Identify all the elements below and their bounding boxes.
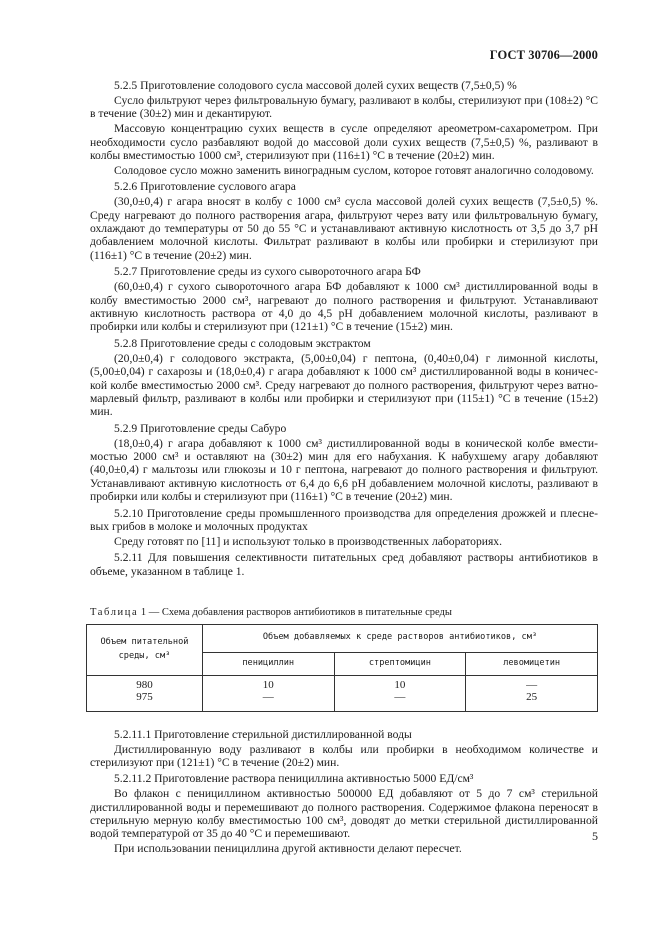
paragraph: Среду готовят по [11] и используют только в производственных лабораториях. [114,535,502,548]
paragraph: (30,0±0,4) г агара вносят в колбу с 1000 см³ сусла массовой долей сухих веществ (7,5±0,5) %. Среду нагревают до полного растворения агара, фильтруют через вату или фильтровальную бумагу, охлаждают до температуры от 50 до 55 °С и устанавливают активную кислотность от 3,5 до 3,7 pH добавлением молочной кислоты. Фильтрат разливают в колбы или пробирки и стерилизуют при (116±1) °С в течение (20±2) мин. [90,195,598,262]
column-header-group-antibiotics: Объем добавляемых к среде растворов антибиотиков, см³ [202,624,597,652]
table-cell: 980 975 [87,675,203,711]
section-heading-5-2-7: 5.2.7 Приготовление среды из сухого сывороточного агара БФ [114,265,421,279]
column-header-streptomycin: стрептомицин [334,652,466,675]
document-body [90,76,598,856]
section-heading-5-2-11-2: 5.2.11.2 Приготовление раствора пенициллина активностью 5000 ЕД/см³ [114,772,474,786]
standard-header: ГОСТ 30706—2000 [489,48,598,62]
section-heading-5-2-10: 5.2.10 Приготовление среды промышленного производства для определения дрожжей и плесневых грибов в молоке и молочных продуктах [90,506,598,534]
column-header-levomycetin: левомицетин [466,652,598,675]
table-caption-text: 1 — Схема добавления растворов антибиотиков в питательные среды [140,607,452,619]
column-header-medium-volume: Объем питательной среды, см³ [87,624,203,675]
paragraph: При использовании пенициллина другой активности делают пересчет. [114,842,462,856]
paragraph: (60,0±0,4) г сухого сывороточного агара БФ добавляют к 1000 см³ дистиллированной воды в колбу вместимостью 2000 см³, нагревают до полного растворения и фильтруют. Устанавливают активную кислотность раствора от 4,0 до 4,5 pH добавлением молочной кислоты, разливают в пробирки или колбы и стерилизуют при (121±1) °С в течение (15±2) мин. [90,280,598,334]
paragraph: (18,0±0,4) г агара добавляют к 1000 см³ дистиллированной воды в конической колбе вместимостью 2000 см³ и оставляют на (30±2) мин для его набухания. К набухшему агару добавляют (40,0±0,4) г мальтозы или глюкозы и 10 г пептона, нагревают до полного растворения и фильтруют. Устанавливают активную кислотность от 6,4 до 6,6 pH добавлением молочной кислоты, разливают в пробирки или колбы и стерилизуют при (116±1) °С в течение (20±2) мин. [90,436,598,504]
table-cell: 10 — [202,675,334,711]
section-heading-5-2-9: 5.2.9 Приготовление среды Сабуро [114,421,287,435]
section-heading-5-2-5: 5.2.5 Приготовление солодового сусла массовой долей сухих веществ (7,5±0,5) % [114,79,517,92]
section-heading-5-2-8: 5.2.8 Приготовление среды с солодовым экстрактом [114,336,371,350]
paragraph: Дистиллированную воду разливают в колбы или пробирки в необходимом количестве и стерилизуют при (121±1) °С в течение (20±2) мин. [90,742,598,769]
paragraph: (20,0±0,4) г солодового экстракта, (5,00±0,04) г пептона, (0,40±0,04) г лимонной кислоты, (5,00±0,04) г сахарозы и (18,0±0,4) г агара добавляют к 1000 см³ дистиллированной воды в конической колбе вместимостью 2000 см³. Среду нагревают до полного растворения, фильтруют через ватно-марлевый фильтр, разливают в колбы или пробирки и стерилизуют при (115±1) °С в течение (15±2) мин. [90,351,598,419]
table-caption [90,606,598,619]
table-caption-label: Таблица [90,607,139,619]
paragraph: Сусло фильтруют через фильтровальную бумагу, разливают в колбы, стерилизуют при (108±2) °С в течение (30±2) мин и декантируют. [90,93,598,121]
section-heading-5-2-6: 5.2.6 Приготовление суслового агара [114,180,296,194]
table-row [87,675,598,711]
paragraph: Массовую концентрацию сухих веществ в сусле определяют ареометром-сахарометром. При необходимости сусло разбавляют водой до массовой доли сухих веществ (7,5±0,5) %, разливают в колбы вместимостью 1000 см³, стерилизуют при (116±1) °С в течение (20±2) мин. [90,122,598,163]
paragraph: Во флакон с пенициллином активностью 500000 ЕД добавляют от 5 до 7 см³ стерильной дистиллированной воды и перемешивают до полного растворения. Содержимое флакона переносят в стерильную мерную колбу вместимостью 100 см³, доводят до метки стерильной дистиллированной водой температурой от 35 до 40 °С и перемешивают. [90,787,598,841]
antibiotics-table [86,624,598,712]
column-header-penicillin: пенициллин [202,652,334,675]
table-cell: — 25 [466,675,598,711]
table-cell: 10 — [334,675,466,711]
section-heading-5-2-11-1: 5.2.11.1 Приготовление стерильной дистиллированной воды [114,727,412,741]
section-paragraph-5-2-11: 5.2.11 Для повышения селективности питательных сред добавляют растворы антибиотиков в объеме, указанном в таблице 1. [90,551,598,578]
paragraph: Солодовое сусло можно заменить виноградным суслом, которое готовят аналогично солодовому. [114,163,594,177]
page-number: 5 [592,829,598,843]
